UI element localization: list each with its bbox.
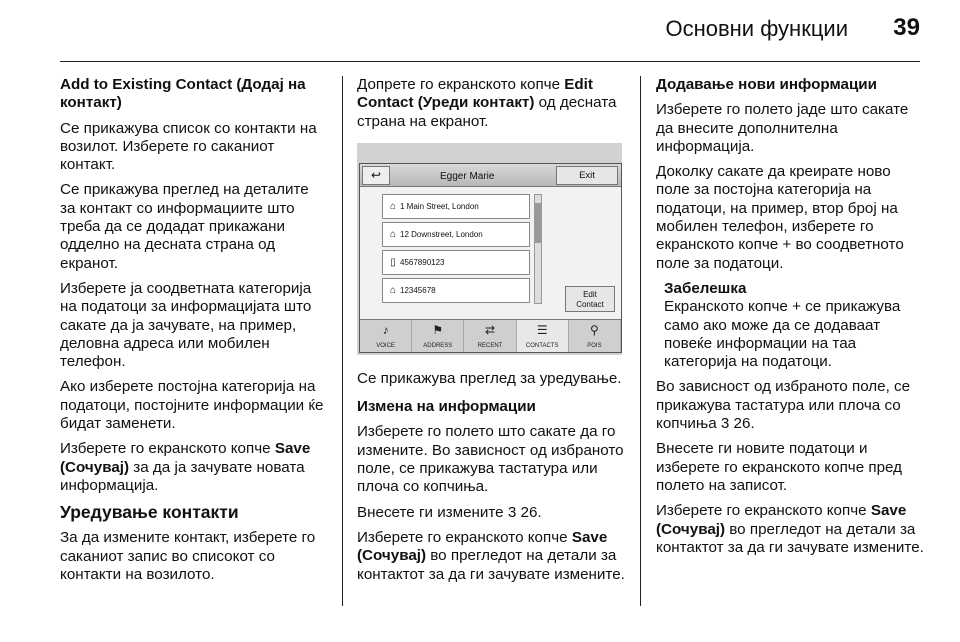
note-text: Екранското копче + се прикажува само ако може да се додаваат повеќе информации на таа категорија на податоци.	[664, 298, 901, 371]
text: за да ја зачувате новата информација.	[60, 458, 305, 494]
poi-icon: ⚲	[590, 322, 599, 337]
text: Изберете го екранското копче	[60, 440, 275, 458]
paragraph: Изберете го полето јаде што сакате да внесите дополнителна информација.	[656, 101, 909, 155]
figure-caption: Се прикажува преглед за уредување.	[357, 369, 622, 387]
paragraph: Се прикажува список со контакти на возилот. Изберете го саканиот контакт.	[60, 119, 317, 174]
tab-label: POIS	[587, 342, 602, 349]
contact-edit-screen	[359, 163, 622, 353]
bottom-tab-bar	[360, 319, 621, 352]
save-button-ref: Save (Сочувај)	[357, 528, 608, 565]
tab-voice	[360, 320, 412, 352]
paragraph	[60, 440, 328, 495]
tab-contacts	[517, 320, 569, 352]
paragraph	[357, 529, 627, 584]
recent-icon: ⇄	[484, 322, 496, 337]
tab-label: VOICE	[376, 342, 395, 349]
column-divider-1	[342, 76, 343, 606]
field-value: 4567890123	[400, 257, 445, 267]
paragraph	[656, 502, 926, 557]
note-title: Забелешка	[664, 279, 747, 297]
column-2	[357, 76, 627, 591]
tab-label: CONTACTS	[525, 342, 559, 349]
contact-field-row	[382, 222, 530, 247]
contacts-icon: ☰	[536, 322, 548, 337]
edit-contact-button	[565, 286, 615, 312]
screen-title-bar	[360, 164, 621, 187]
phone-icon: ▯	[390, 256, 396, 268]
text: Допрете го екранското копче	[357, 76, 565, 93]
tab-label: RECENT	[477, 342, 503, 349]
heading-edit-info: Измена на информации	[357, 398, 536, 416]
paragraph: За да измените контакт, изберете го саканиот запис во списокот со контакти на возилото.	[60, 529, 316, 583]
text: Во зависност од избраното поле, се прикажува тастатура или плоча со копчиња	[656, 378, 911, 433]
scrollbar	[534, 194, 542, 304]
text: во прегледот на детали за контактот за да ги зачувате измените.	[357, 547, 625, 583]
paragraph: Доколку сакате да креирате ново поле за постојна категорија на податоци, на пример, втор број на мобилен телефон, изберете го екранското копче + во соодветното поле за податоци.	[656, 163, 904, 272]
field-value: 1 Main Street, London	[400, 201, 479, 211]
paragraph: Изберете ја соодветната категорија на податоци за информацијата што сакате да ја зачувате, на пример, деловна адреса или мобилен телефон.	[60, 279, 312, 371]
home-icon: ⌂	[389, 200, 397, 212]
home-phone-icon: ⌂	[389, 284, 397, 296]
header-divider	[60, 61, 920, 62]
contact-name: Egger Marie	[440, 170, 495, 182]
contact-field-row	[382, 278, 530, 303]
text: од десната страна на екранот.	[357, 94, 617, 130]
page-number: 39	[893, 14, 920, 41]
contact-field-row	[382, 250, 530, 275]
field-value: 12 Downstreet, London	[400, 229, 483, 239]
section-heading-edit-contacts: Уредување контакти	[60, 502, 239, 523]
infotainment-screenshot	[357, 143, 622, 355]
paragraph: Се прикажува преглед на деталите за контакт со информациите што треба да се додадат прикажани одделно на десната страна од екранот.	[60, 181, 309, 272]
flag-icon: ⚑	[432, 322, 444, 337]
paragraph	[357, 504, 627, 522]
back-icon: ↩	[362, 166, 390, 185]
voice-icon: ♪	[382, 322, 389, 337]
exit-button	[556, 166, 618, 185]
edit-contact-button-ref: Edit Contact (Уреди контакт)	[357, 76, 593, 112]
text: во прегледот на детали за контактот за да ги зачувате измените.	[656, 520, 924, 556]
save-button-ref: Save (Сочувај)	[60, 440, 311, 476]
tab-label: ADDRESS	[423, 342, 453, 349]
contact-label: Contact	[576, 299, 604, 309]
page-header	[0, 0, 960, 62]
paragraph	[656, 378, 926, 433]
exit-label: Exit	[579, 169, 595, 181]
field-value: 12345678	[400, 285, 436, 295]
column-1	[60, 76, 328, 591]
contact-field-row	[382, 194, 530, 219]
column-3	[656, 76, 926, 564]
page-reference: 3 26.	[507, 503, 542, 521]
chapter-title: Основни функции	[665, 16, 848, 41]
column-divider-2	[640, 76, 641, 606]
tab-recent	[464, 320, 516, 352]
paragraph: Внесете ги новите податоци и изберете го екранското копче пред полето на записот.	[656, 440, 903, 494]
paragraph: Ако изберете постојна категорија на податоци, постојните информации ќе бидат заменети.	[60, 378, 324, 433]
tab-pois	[569, 320, 621, 352]
paragraph: Изберете го полето што сакате да го измените. Во зависност од избраното поле, се прикажува тастатура или плоча со копчиња.	[357, 423, 624, 496]
work-icon: ⌂	[389, 228, 397, 240]
paragraph	[357, 76, 627, 131]
tab-address	[412, 320, 464, 352]
text: Изберете го екранското копче	[357, 528, 572, 546]
heading-add-existing: Add to Existing Contact (Додај на контакт)	[60, 76, 306, 112]
heading-add-info: Додавање нови информации	[656, 76, 877, 93]
scroll-thumb	[535, 203, 541, 243]
text: Изберете го екранското копче	[656, 502, 871, 520]
edit-label: Edit	[583, 289, 597, 299]
text: Внесете ги измените	[357, 503, 508, 521]
save-button-ref: Save (Сочувај)	[656, 502, 907, 538]
page-reference: 3 26.	[720, 415, 755, 433]
note-box	[656, 280, 926, 371]
